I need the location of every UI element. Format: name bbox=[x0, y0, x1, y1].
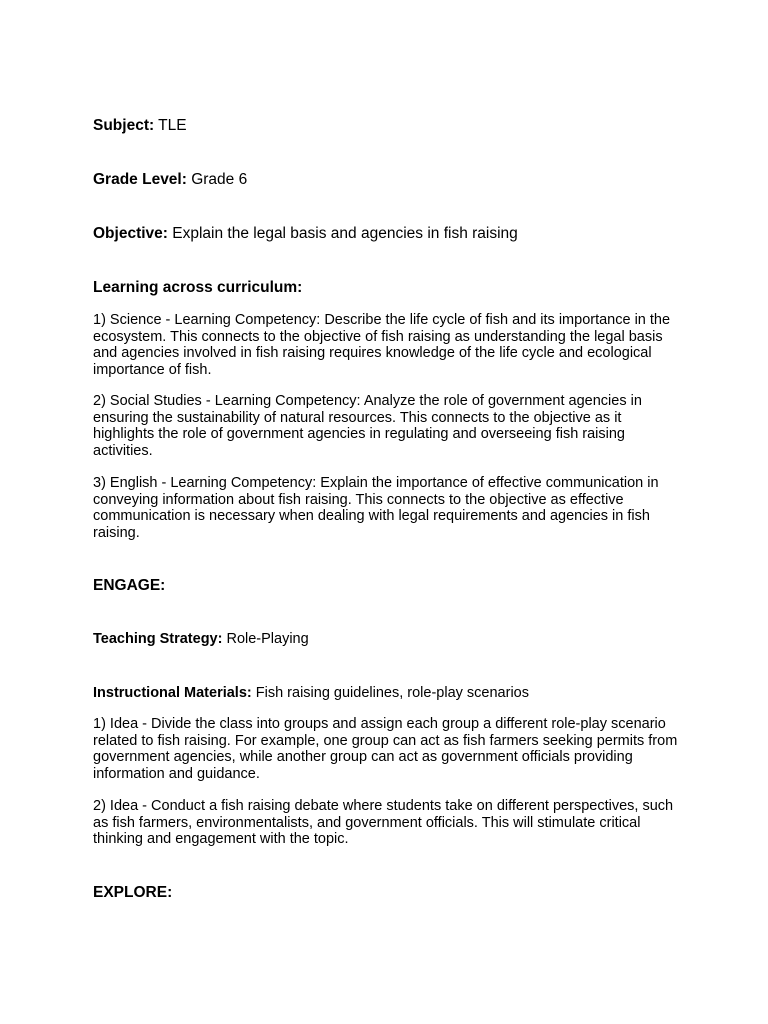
teaching-strategy-value: Role-Playing bbox=[222, 631, 309, 647]
objective-line bbox=[93, 226, 518, 242]
learning-item-science: 1) Science - Learning Competency: Describe the life cycle of fish and its importance in the ecosystem. This connects to the objective of fish raising as understanding the legal basis and agencies involved in fish raising requires knowledge of the life cycle and ecological importance of fish. bbox=[93, 312, 671, 378]
objective-label: Objective: bbox=[93, 225, 168, 242]
subject-label: Subject: bbox=[93, 117, 155, 134]
grade-level-value: Grade 6 bbox=[186, 171, 248, 188]
learning-item-social-studies: 2) Social Studies - Learning Competency: Analyze the role of government agencies in ensuring the sustainability of natural resources. This connects to the objective as it highlights the role of government agencies in regulating and overseeing fish raising activities. bbox=[93, 393, 642, 459]
idea-item-debate: 2) Idea - Conduct a fish raising debate where students take on different perspectives, such as fish farmers, environmentalists, and government officials. This will stimulate critical thinking and engagement with the topic. bbox=[93, 798, 674, 848]
grade-level-label: Grade Level: bbox=[93, 171, 187, 188]
grade-level-line bbox=[93, 172, 247, 188]
explore-heading: EXPLORE: bbox=[93, 884, 173, 901]
instructional-materials-label: Instructional Materials: bbox=[93, 685, 252, 701]
objective-value: Explain the legal basis and agencies in fish raising bbox=[167, 225, 518, 242]
subject-value: TLE bbox=[154, 117, 187, 134]
idea-item-role-play: 1) Idea - Divide the class into groups and assign each group a different role-play scenario related to fish raising. For example, one group can act as fish farmers seeking permits from government agencies, while another group can act as government officials providing information and guidance. bbox=[93, 716, 678, 782]
instructional-materials-value: Fish raising guidelines, role-play scenarios bbox=[251, 685, 529, 701]
teaching-strategy-label: Teaching Strategy: bbox=[93, 631, 223, 647]
subject-line bbox=[93, 118, 187, 134]
instructional-materials-line bbox=[93, 686, 529, 701]
engage-heading: ENGAGE: bbox=[93, 577, 166, 594]
learning-across-curriculum-heading: Learning across curriculum: bbox=[93, 279, 303, 296]
teaching-strategy-line bbox=[93, 632, 309, 647]
learning-item-english: 3) English - Learning Competency: Explain the importance of effective communication in conveying information about fish raising. This connects to the objective as effective communication is necessary when dealing with legal requirements and agencies in fish raising. bbox=[93, 475, 659, 541]
